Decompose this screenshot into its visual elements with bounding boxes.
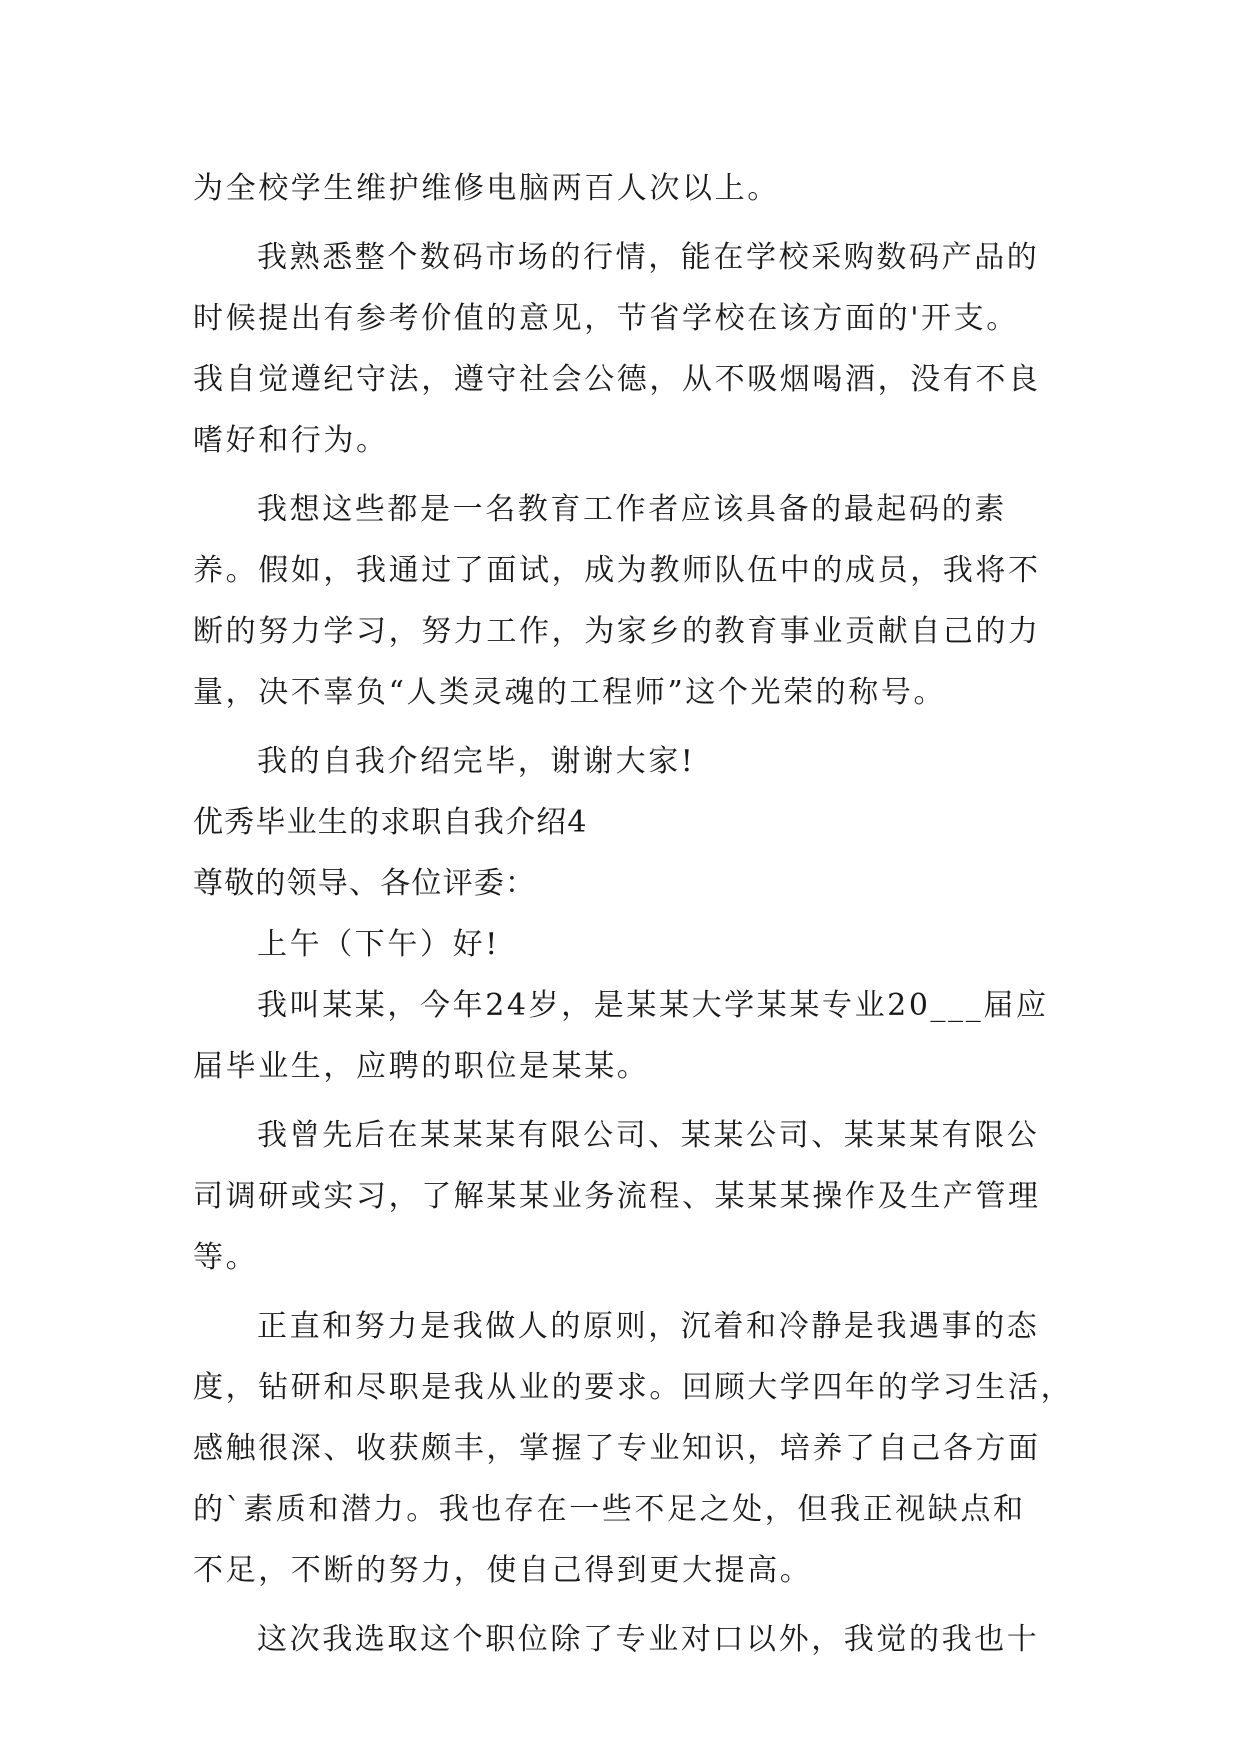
paragraph-digital-market bbox=[193, 227, 1053, 471]
text-line: 量，决不辜负“人类灵魂的工程师”这个光荣的称号。 bbox=[193, 675, 947, 710]
greeting: 上午（下午）好! bbox=[257, 927, 500, 962]
text-line: 正直和努力是我做人的原则，沉着和冷静是我遇事的态 bbox=[257, 1309, 1040, 1344]
text-line: 等。 bbox=[193, 1240, 259, 1275]
text-line: 我想这些都是一名教育工作者应该具备的最起码的素 bbox=[257, 492, 1007, 527]
text-line: 我自觉遵纪守法，遵守社会公德，从不吸烟喝酒，没有不良 bbox=[193, 362, 1041, 397]
paragraph-internship bbox=[193, 1105, 1053, 1288]
text-line: 这次我选取这个职位除了专业对口以外，我觉的我也十 bbox=[257, 1622, 1040, 1657]
text-line: 我的自我介绍完毕，谢谢大家! bbox=[257, 744, 696, 779]
paragraph-position-choice bbox=[193, 1609, 1053, 1670]
text-line: 度，钻研和尽职是我从业的要求。回顾大学四年的学习生活， bbox=[193, 1370, 1074, 1405]
section-title: 优秀毕业生的求职自我介绍4 bbox=[193, 805, 588, 840]
text-line: 断的努力学习，努力工作，为家乡的教育事业贡献自己的力 bbox=[193, 614, 1041, 649]
paragraph-principles bbox=[193, 1296, 1074, 1601]
text-line: 我曾先后在某某某有限公司、某某公司、某某某有限公 bbox=[257, 1118, 1040, 1153]
paragraph-teacher-qualities bbox=[193, 479, 1053, 723]
text-line: 不足，不断的努力，使自己得到更大提高。 bbox=[193, 1553, 813, 1588]
text-line: 为全校学生维护维修电脑两百人次以上。 bbox=[193, 171, 780, 206]
text-line: 的`素质和潜力。我也存在一些不足之处，但我正视缺点和 bbox=[193, 1492, 1026, 1527]
text-line: 感触很深、收获颇丰，掌握了专业知识，培养了自己各方面 bbox=[193, 1431, 1041, 1466]
text-line: 届毕业生，应聘的职位是某某。 bbox=[193, 1049, 650, 1084]
text-line: 我熟悉整个数码市场的行情，能在学校采购数码产品的 bbox=[257, 240, 1040, 275]
text-line: 时候提出有参考价值的意见，节省学校在该方面的'开支。 bbox=[193, 301, 1019, 336]
document-body bbox=[193, 158, 1074, 1670]
paragraph-closing bbox=[193, 731, 1053, 792]
text-line: 嗜好和行为。 bbox=[193, 423, 389, 458]
text-line: 养。假如，我通过了面试，成为教师队伍中的成员，我将不 bbox=[193, 553, 1041, 588]
text-line: 司调研或实习，了解某某业务流程、某某某操作及生产管理 bbox=[193, 1179, 1041, 1214]
salutation: 尊敬的领导、各位评委： bbox=[193, 866, 537, 901]
paragraph-intro bbox=[193, 975, 1053, 1097]
paragraph-maintenance bbox=[193, 158, 1053, 219]
text-line: 我叫某某，今年24岁，是某某大学某某专业20___届应 bbox=[257, 988, 1049, 1023]
